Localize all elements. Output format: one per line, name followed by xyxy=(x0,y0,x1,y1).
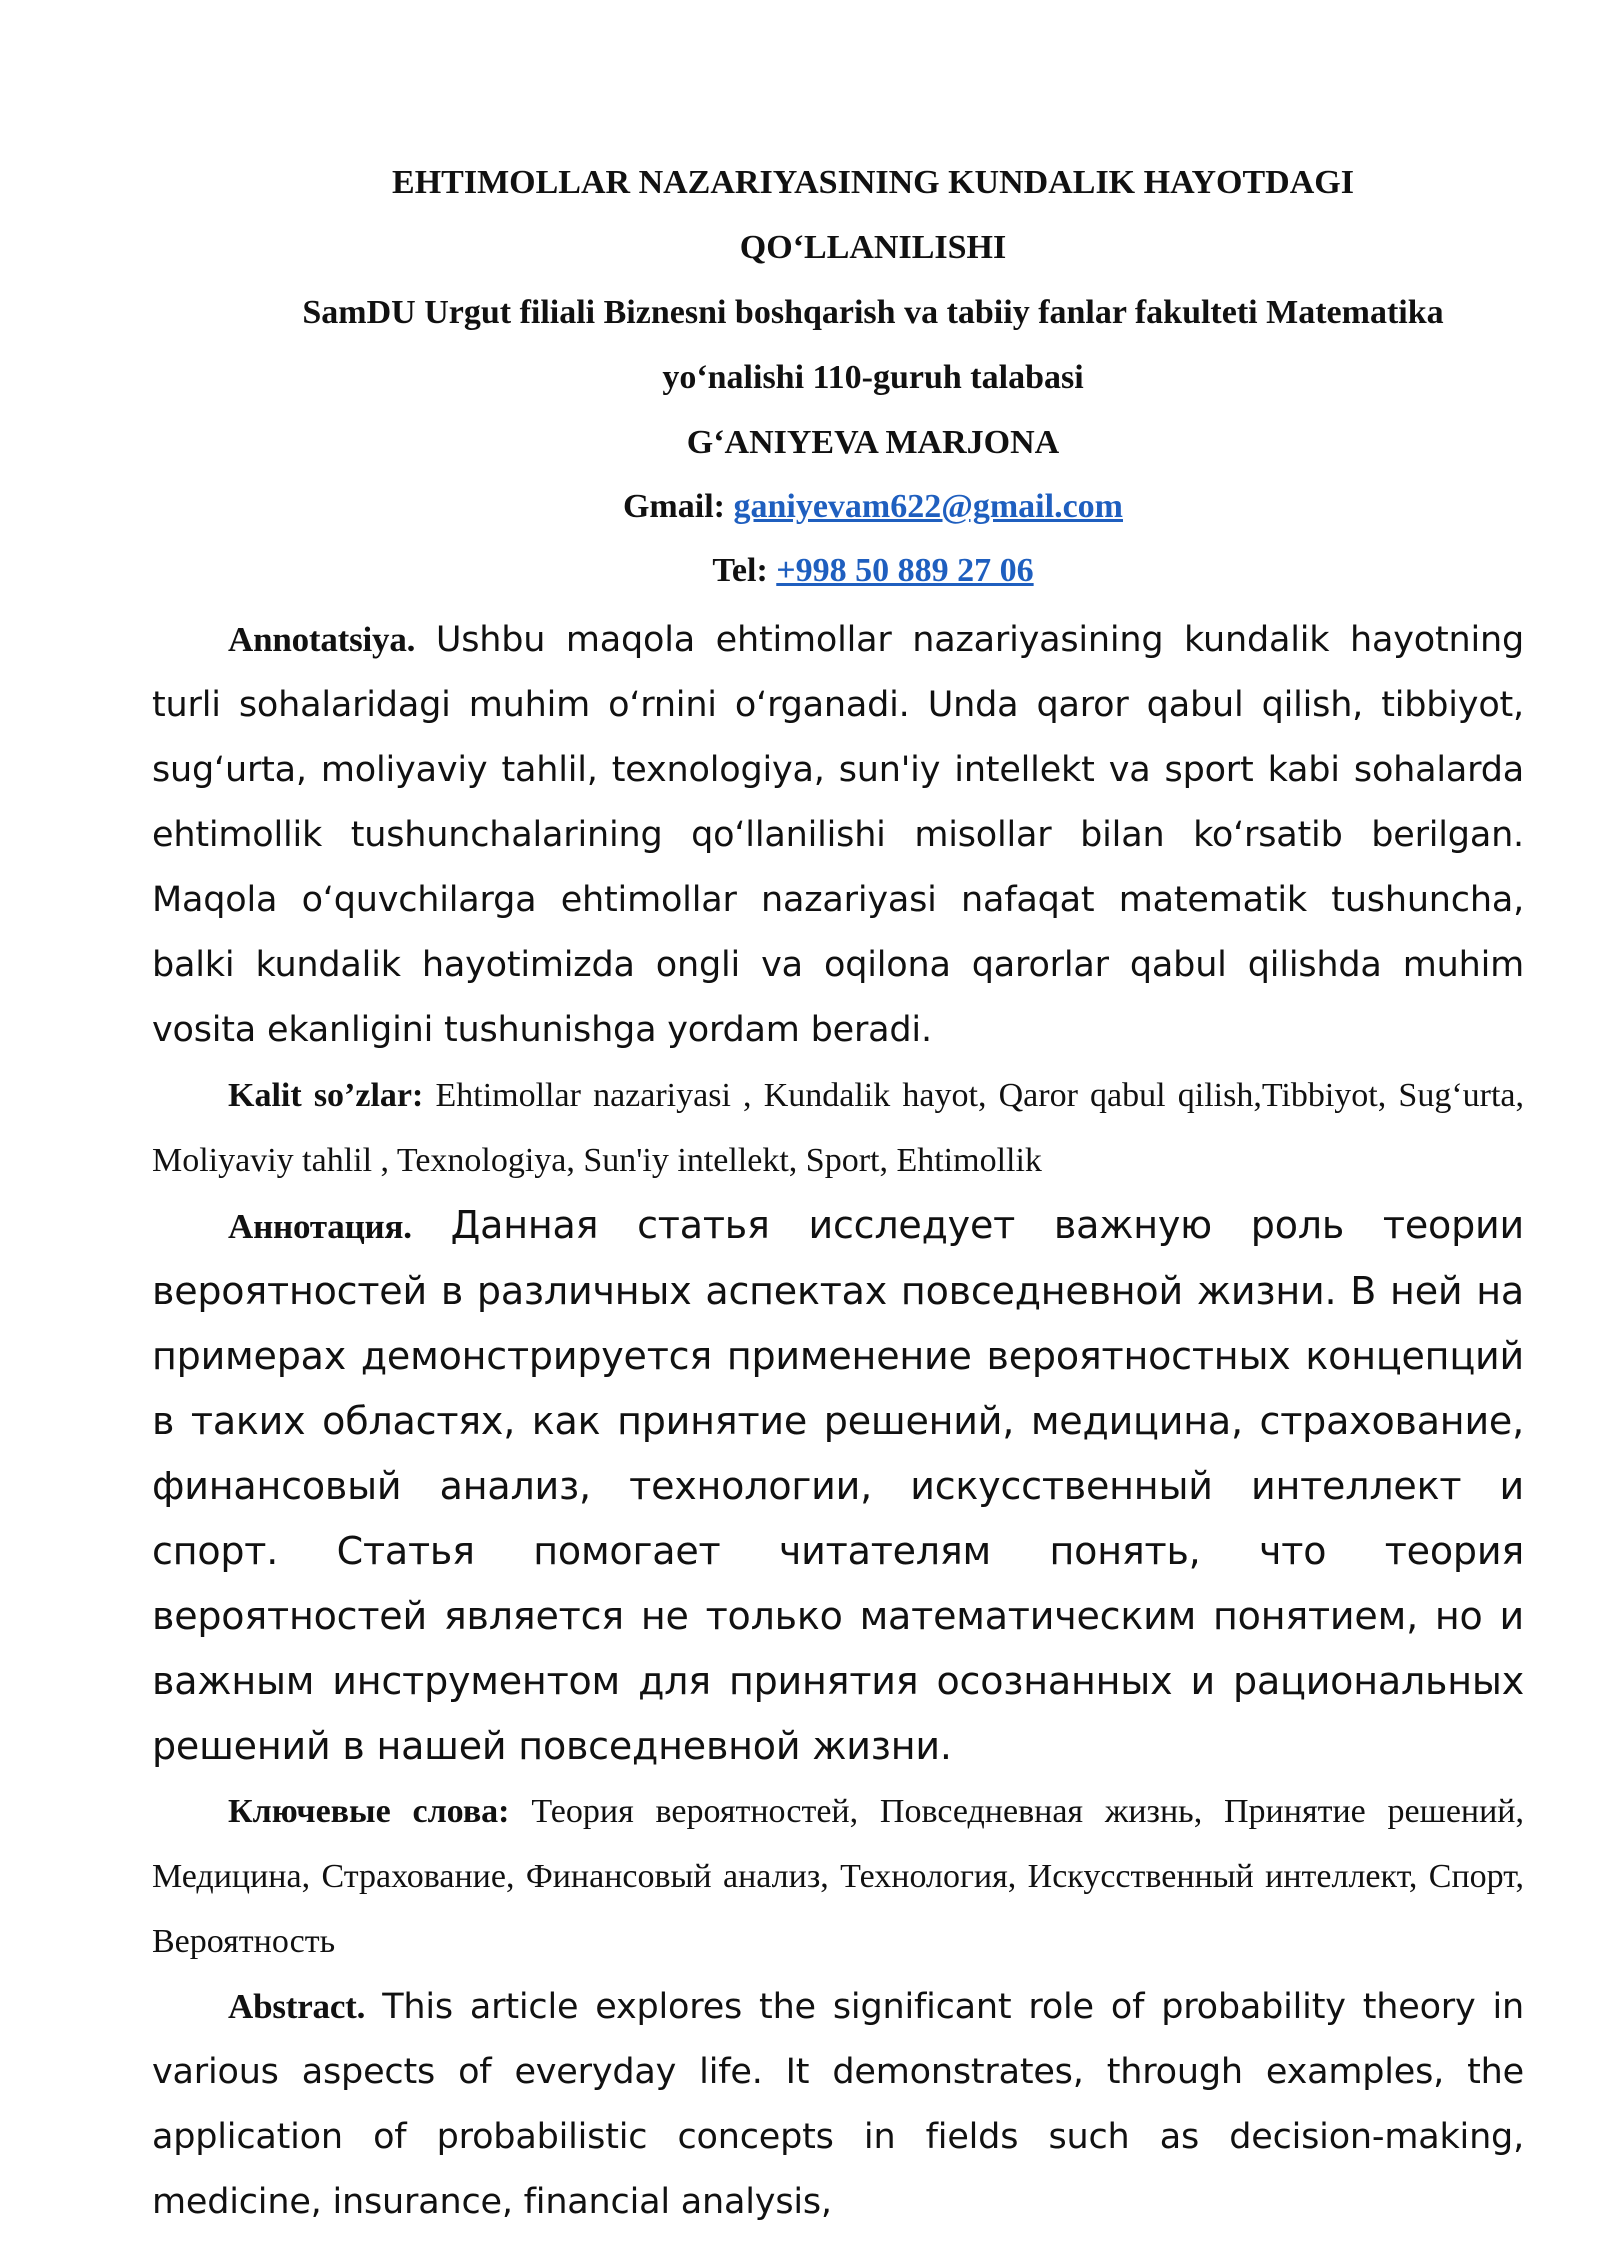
annotation-ru-text: Данная статья исследует важную роль теории вероятностей в различных аспектах повседневной жизни. В ней на примерах демонстрируется применение вероятностных концепций в таких областях, как принятие решений, медицина, страхование, финансовый анализ, технологии, искусственный интеллект и спорт. Статья помогает читателям понять, что теория вероятностей является не только математическим понятием, но и важным инструментом для принятия осознанных и рациональных решений в нашей повседневной жизни. xyxy=(152,1203,1524,1768)
keywords-uz xyxy=(152,1063,1524,1193)
email-link[interactable]: ganiyevam622@gmail.com xyxy=(733,488,1123,525)
contact-phone xyxy=(152,539,1524,603)
abstract-en xyxy=(152,1974,1524,2235)
author-affiliation xyxy=(152,280,1524,410)
contact-email xyxy=(152,475,1524,539)
phone-label: Tel: xyxy=(712,552,768,589)
paper-title xyxy=(152,150,1524,280)
keywords-uz-label: Kalit so’zlar: xyxy=(228,1077,424,1114)
annotation-uz-label: Annotatsiya. xyxy=(228,620,416,659)
annotation-ru xyxy=(152,1193,1524,1779)
paper-page xyxy=(152,150,1524,2235)
keywords-ru-label: Ключевые слова: xyxy=(228,1793,510,1830)
paper-title-line-2: QO‘LLANILISHI xyxy=(739,229,1007,266)
keywords-ru-text: Теория вероятностей, Повседневная жизнь, Принятие решений, Медицина, Страхование, Финансовый анализ, Технология, Искусственный интеллект, Спорт, Вероятность xyxy=(152,1793,1524,1960)
paper-title-line-1: EHTIMOLLAR NAZARIYASINING KUNDALIK HAYOTDAGI xyxy=(392,164,1354,201)
keywords-ru xyxy=(152,1779,1524,1974)
email-label: Gmail: xyxy=(622,488,725,525)
abstract-en-text: This article explores the significant role of probability theory in various aspects of everyday life. It demonstrates, through examples, the application of probabilistic concepts in fields such as decision-making, medicine, insurance, financial analysis, xyxy=(152,1987,1524,2222)
annotation-uz xyxy=(152,607,1524,1063)
affiliation-line-1: SamDU Urgut filiali Biznesni boshqarish va tabiiy fanlar fakulteti Matematika xyxy=(302,294,1444,331)
keywords-uz-text: Ehtimollar nazariyasi , Kundalik hayot, Qaror qabul qilish,Tibbiyot, Sug‘urta, Moliyaviy tahlil , Texnologiya, Sun'iy intellekt, Sport, Ehtimollik xyxy=(152,1077,1524,1179)
author-name: G‘ANIYEVA MARJONA xyxy=(686,424,1060,461)
annotation-ru-label: Аннотация. xyxy=(228,1207,412,1246)
abstract-en-label: Abstract. xyxy=(228,1987,366,2026)
annotation-uz-text: Ushbu maqola ehtimollar nazariyasining kundalik hayotning turli sohalaridagi muhim o‘rnini o‘rganadi. Unda qaror qabul qilish, tibbiyot, sug‘urta, moliyaviy tahlil, texnologiya, sun'iy intellekt va sport kabi sohalarda ehtimollik tushunchalarining qo‘llanilishi misollar bilan ko‘rsatib berilgan. Maqola o‘quvchilarga ehtimollar nazariyasi nafaqat matematik tushuncha, balki kundalik hayotimizda ongli va oqilona qarorlar qabul qilishda muhim vosita ekanligini tushunishga yordam beradi. xyxy=(152,620,1524,1050)
affiliation-line-2: yo‘nalishi 110-guruh talabasi xyxy=(662,359,1084,396)
phone-link[interactable]: +998 50 889 27 06 xyxy=(776,552,1034,589)
